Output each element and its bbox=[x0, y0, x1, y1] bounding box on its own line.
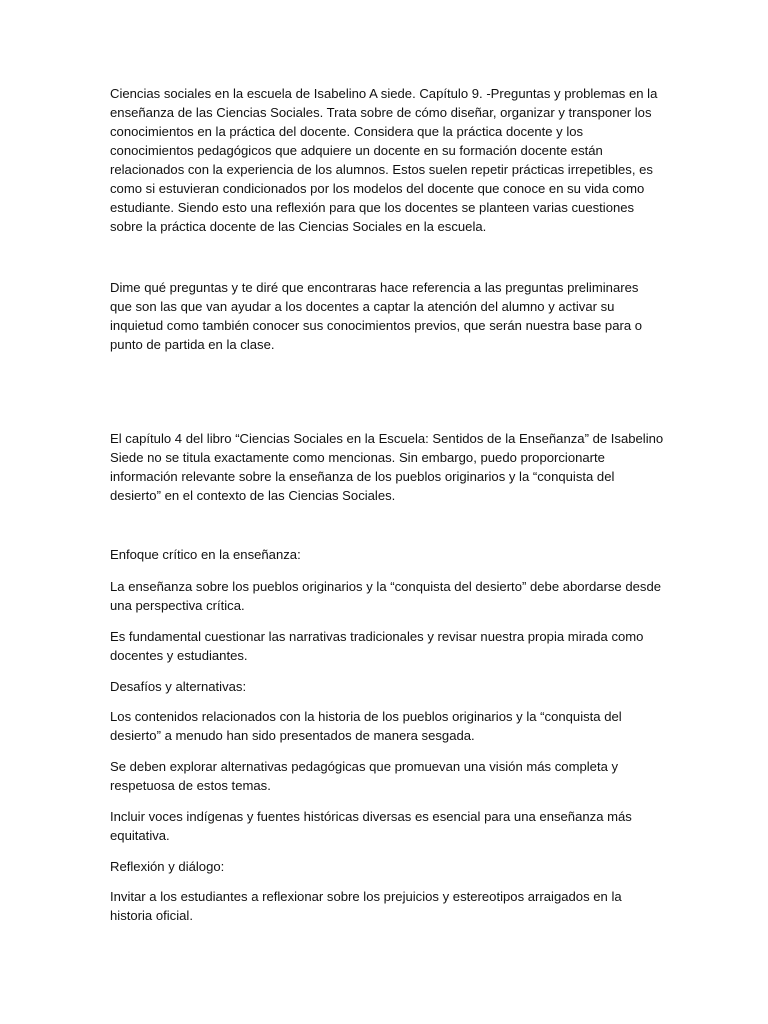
text-line: Enfoque crítico en la enseñanza: bbox=[110, 547, 301, 562]
paragraph-invitar bbox=[110, 887, 658, 925]
text-line: que son las que van ayudar a los docentes a captar la atención del alumno y activar su bbox=[110, 299, 615, 314]
text-line: enseñanza de las Ciencias Sociales. Trata sobre de cómo diseñar, organizar y transponer los bbox=[110, 105, 652, 120]
text-line: como si estuvieran condicionados por los modelos del docente que conoce en su vida como bbox=[110, 181, 645, 196]
text-line: desierto” en el contexto de las Ciencias Sociales. bbox=[110, 488, 396, 503]
text-line: Desafíos y alternativas: bbox=[110, 679, 247, 694]
section-heading-enfoque bbox=[110, 545, 658, 564]
text-line: Se deben explorar alternativas pedagógicas que promuevan una visión más completa y bbox=[110, 759, 619, 774]
text-line: El capítulo 4 del libro “Ciencias Sociales en la Escuela: Sentidos de la Enseñanza” de Isabelino bbox=[110, 431, 664, 446]
text-line: Incluir voces indígenas y fuentes históricas diversas es esencial para una enseñanza más bbox=[110, 809, 632, 824]
paragraph-capitulo-4 bbox=[110, 429, 664, 505]
text-line: punto de partida en la clase. bbox=[110, 337, 275, 352]
text-line: relacionados con la experiencia de los alumnos. Estos suelen repetir prácticas irrepetibles, es bbox=[110, 162, 653, 177]
text-line: respetuosa de estos temas. bbox=[110, 778, 271, 793]
text-line: estudiante. Siendo esto una reflexión para que los docentes se planteen varias cuestiones bbox=[110, 200, 635, 215]
section-heading-desafios bbox=[110, 677, 658, 696]
text-line: equitativa. bbox=[110, 828, 170, 843]
text-line: conocimientos pedagógicos que adquiere un docente en su formación docente están bbox=[110, 143, 603, 158]
paragraph-intro bbox=[110, 84, 658, 236]
text-line: desierto” a menudo han sido presentados de manera sesgada. bbox=[110, 728, 475, 743]
paragraph-perspectiva-critica bbox=[110, 577, 662, 615]
text-line: Siede no se titula exactamente como mencionas. Sin embargo, puedo proporcionarte bbox=[110, 450, 605, 465]
text-line: La enseñanza sobre los pueblos originarios y la “conquista del desierto” debe abordarse desde bbox=[110, 579, 662, 594]
text-line: sobre la práctica docente de las Ciencias Sociales en la escuela. bbox=[110, 219, 487, 234]
paragraph-preguntas bbox=[110, 278, 658, 354]
section-heading-reflexion bbox=[110, 857, 658, 876]
paragraph-contenidos bbox=[110, 707, 658, 745]
paragraph-alternativas bbox=[110, 757, 658, 795]
paragraph-voces-indigenas bbox=[110, 807, 658, 845]
text-line: Invitar a los estudiantes a reflexionar sobre los prejuicios y estereotipos arraigados en la bbox=[110, 889, 622, 904]
text-line: Los contenidos relacionados con la historia de los pueblos originarios y la “conquista del bbox=[110, 709, 622, 724]
text-line: historia oficial. bbox=[110, 908, 193, 923]
text-line: información relevante sobre la enseñanza de los pueblos originarios y la “conquista del bbox=[110, 469, 615, 484]
text-line: Es fundamental cuestionar las narrativas tradicionales y revisar nuestra propia mirada como bbox=[110, 629, 644, 644]
text-line: Ciencias sociales en la escuela de Isabelino A siede. Capítulo 9. -Preguntas y problemas en la bbox=[110, 86, 658, 101]
text-line: docentes y estudiantes. bbox=[110, 648, 248, 663]
text-line: Reflexión y diálogo: bbox=[110, 859, 225, 874]
text-line: una perspectiva crítica. bbox=[110, 598, 245, 613]
paragraph-narrativas bbox=[110, 627, 658, 665]
text-line: inquietud como también conocer sus conocimientos previos, que serán nuestra base para o bbox=[110, 318, 643, 333]
text-line: Dime qué preguntas y te diré que encontraras hace referencia a las preguntas preliminares bbox=[110, 280, 639, 295]
text-line: conocimientos en la práctica del docente. Considera que la práctica docente y los bbox=[110, 124, 584, 139]
